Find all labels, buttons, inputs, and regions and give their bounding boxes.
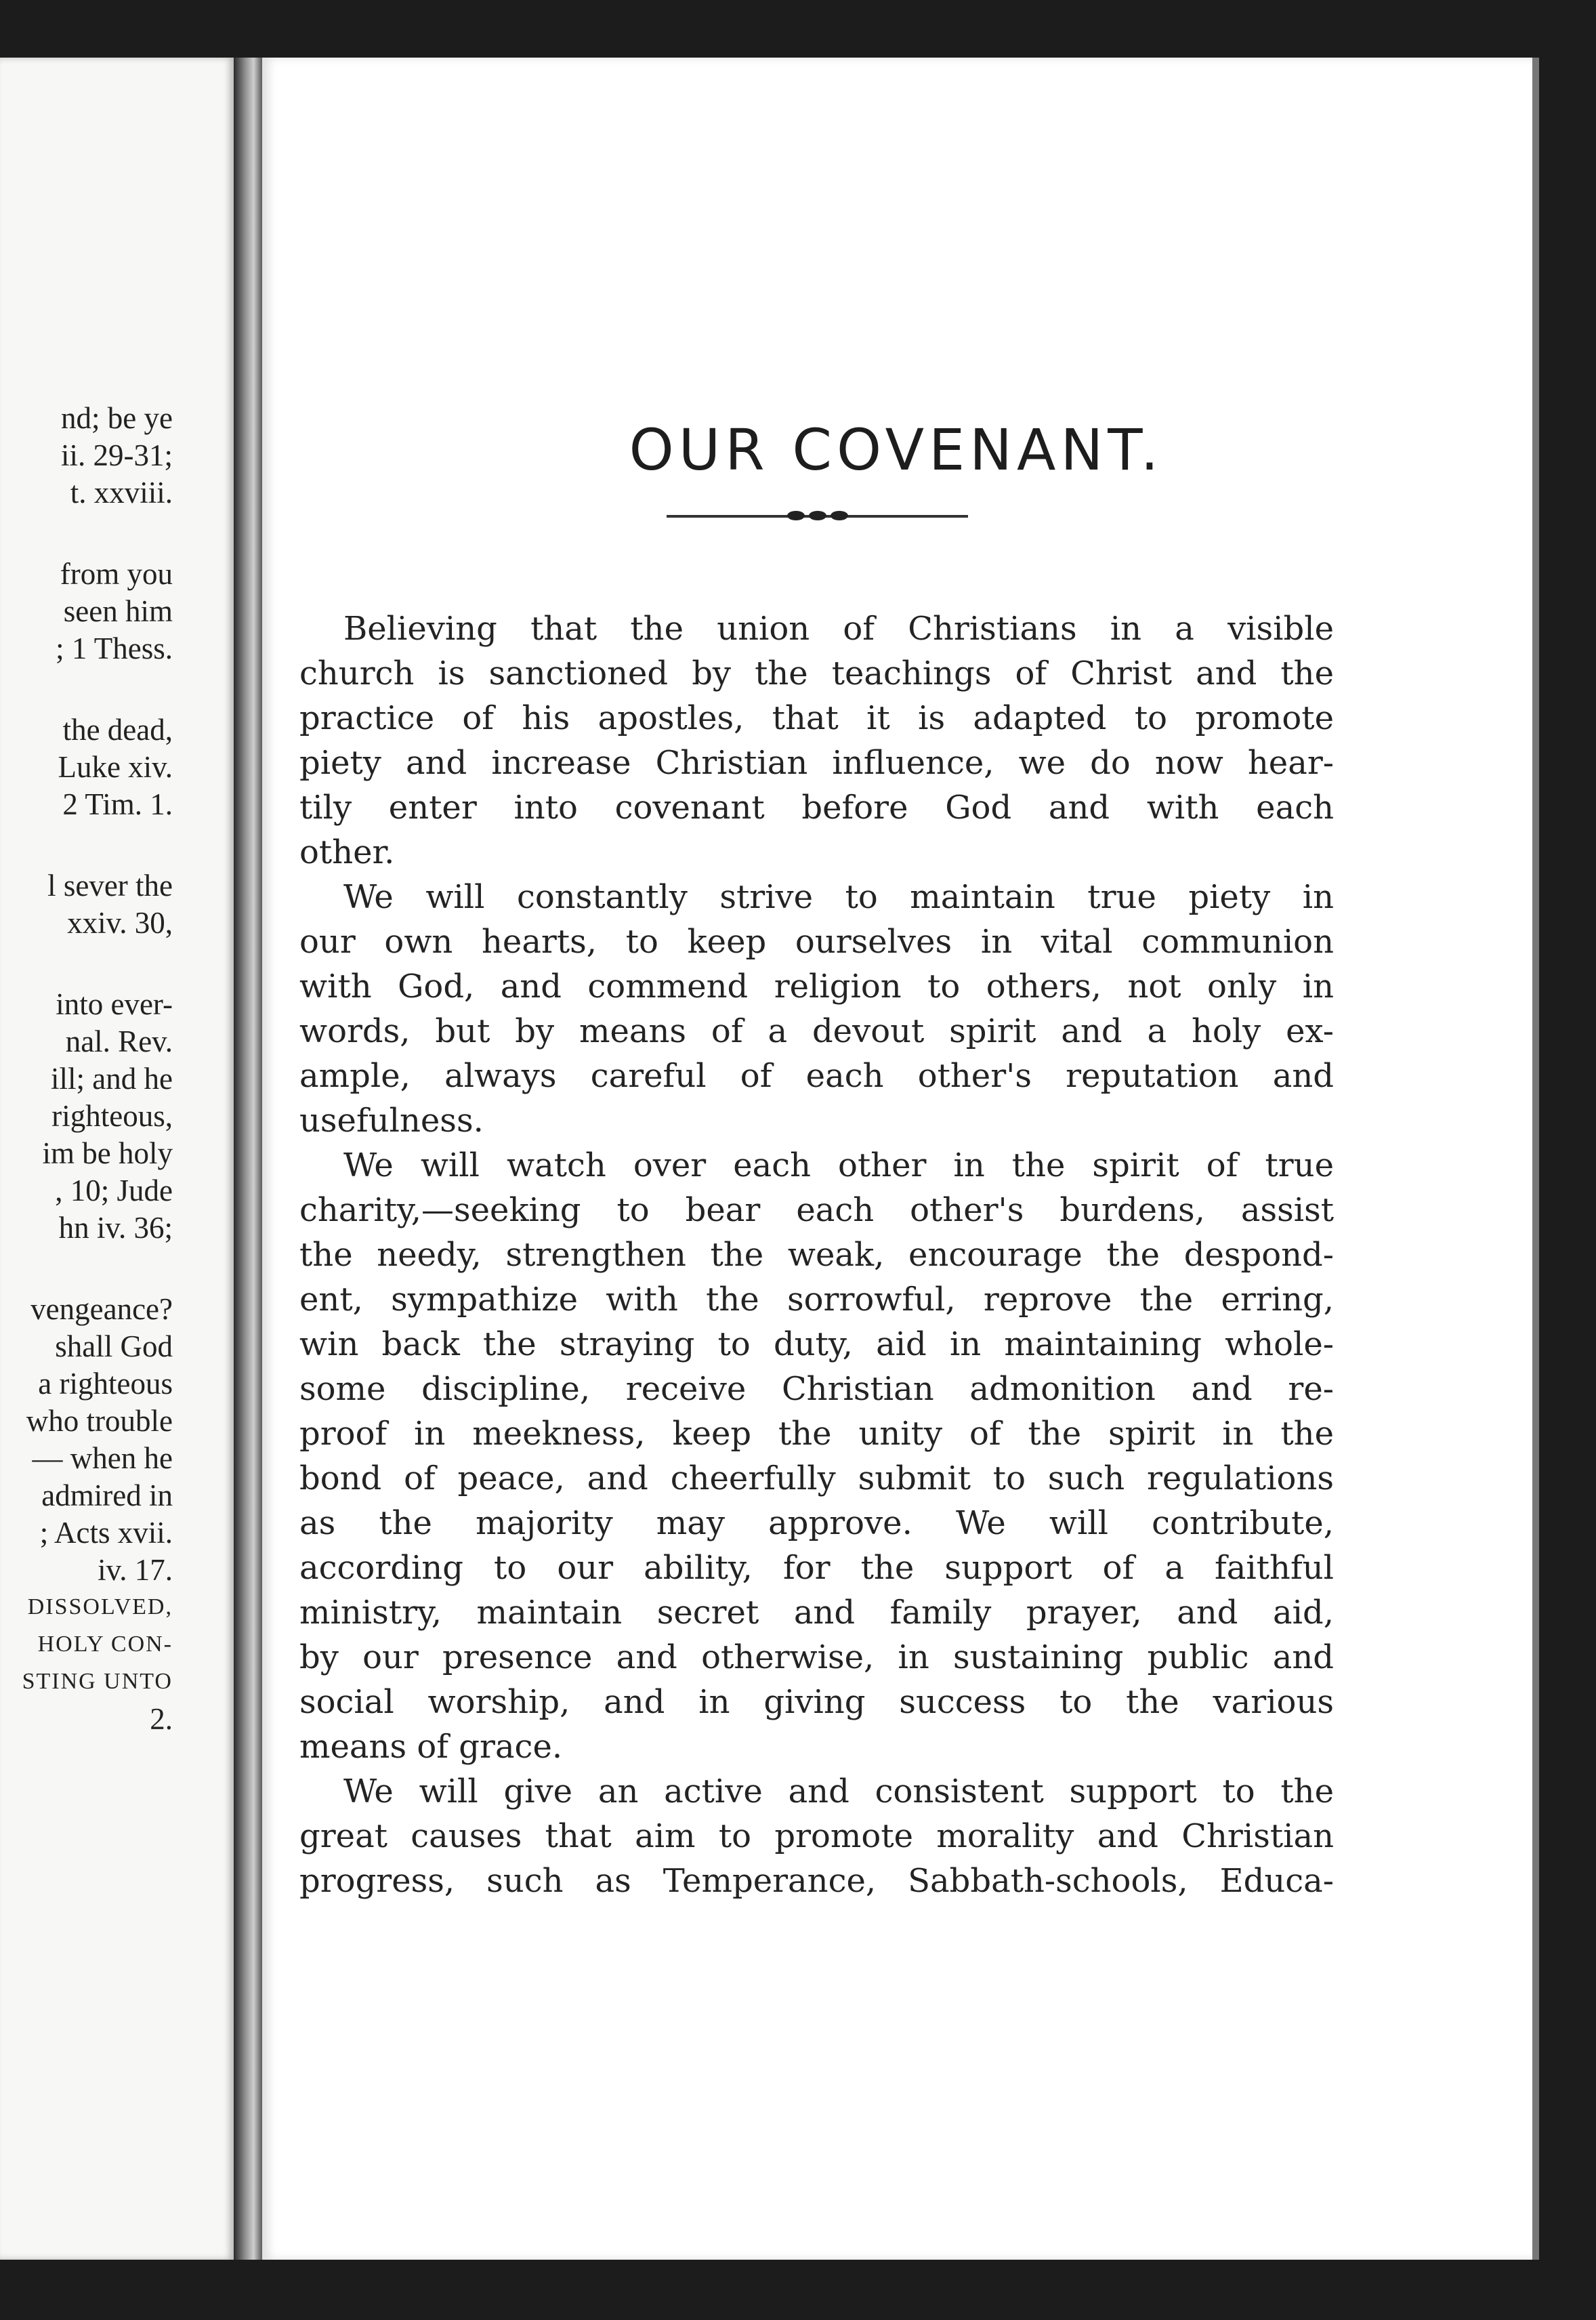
body-line: some discipline, receive Christian admonition and re-	[299, 1370, 1334, 1408]
body-line: with God, and commend religion to others, not only in	[299, 968, 1334, 1006]
body-line: We will constantly strive to maintain true piety in	[343, 878, 1334, 916]
left-text-line: HOLY CON-	[37, 1632, 173, 1657]
body-line: charity,—seeking to bear each other's burdens, assist	[299, 1191, 1334, 1229]
body-line: piety and increase Christian influence, we do now hear-	[299, 744, 1334, 782]
body-line: usefulness.	[299, 1102, 484, 1140]
body-line: as the majority may approve. We will contribute,	[299, 1504, 1334, 1542]
body-line: by our presence and otherwise, in sustaining public and	[299, 1638, 1334, 1676]
ornament-dot	[787, 511, 805, 520]
left-text-line: iv. 17.	[98, 1553, 173, 1587]
left-text-line: DISSOLVED,	[27, 1594, 173, 1619]
body-line: ample, always careful of each other's reputation and	[299, 1057, 1334, 1095]
ornament-dot	[831, 511, 848, 520]
body-line: We will give an active and consistent support to the	[343, 1773, 1334, 1810]
body-line: social worship, and in giving success to the various	[299, 1683, 1334, 1721]
left-page-fragment	[0, 58, 234, 2260]
left-text-line: into ever-	[56, 987, 173, 1021]
left-text-line: nd; be ye	[61, 401, 173, 435]
body-line: ministry, maintain secret and family prayer, and aid,	[299, 1594, 1334, 1632]
body-line: proof in meekness, keep the unity of the spirit in the	[299, 1415, 1334, 1453]
left-text-line: a righteous	[38, 1367, 173, 1401]
left-text-line: im be holy	[42, 1136, 173, 1170]
body-line: We will watch over each other in the spirit of true	[343, 1146, 1334, 1184]
left-text-line: l sever the	[47, 869, 173, 903]
left-text-line: shall God	[55, 1329, 173, 1363]
left-text-line: — when he	[32, 1441, 173, 1475]
left-text-line: righteous,	[51, 1099, 173, 1133]
left-text-line: seen him	[63, 594, 173, 628]
left-text-line: vengeance?	[30, 1292, 173, 1326]
body-line: words, but by means of a devout spirit and a holy ex-	[299, 1012, 1334, 1050]
body-line: according to our ability, for the support of a faithful	[299, 1549, 1334, 1587]
left-text-line: Luke xiv.	[58, 750, 173, 784]
left-text-line: 2.	[150, 1702, 173, 1736]
left-text-line: STING UNTO	[22, 1669, 173, 1694]
body-line: practice of his apostles, that it is adapted to promote	[299, 699, 1334, 737]
body-line: Believing that the union of Christians in a visible	[343, 610, 1334, 648]
page-title: OUR COVENANT.	[629, 417, 1164, 483]
body-line: means of grace.	[299, 1728, 563, 1766]
left-text-line: 2 Tim. 1.	[62, 787, 173, 821]
left-text-line: admired in	[41, 1478, 173, 1512]
page-edge	[1532, 58, 1539, 2260]
left-text-line: t. xxviii.	[70, 476, 173, 510]
body-line: church is sanctioned by the teachings of Christ and the	[299, 655, 1334, 692]
ornament-dot	[809, 511, 826, 520]
left-text-line: , 10; Jude	[55, 1174, 173, 1207]
left-text-line: xxiv. 30,	[67, 906, 173, 940]
body-line: our own hearts, to keep ourselves in vital communion	[299, 923, 1334, 961]
left-text-line: ; 1 Thess.	[56, 631, 173, 665]
left-text-line: the dead,	[62, 713, 173, 747]
body-line: bond of peace, and cheerfully submit to such regulations	[299, 1459, 1334, 1497]
left-text-line: nal. Rev.	[65, 1024, 173, 1058]
left-text-line: hn iv. 36;	[58, 1211, 173, 1245]
divider-ornament	[767, 509, 868, 522]
body-line: the needy, strengthen the weak, encourage the despond-	[299, 1236, 1334, 1274]
left-text-line: from you	[60, 557, 173, 591]
body-line: progress, such as Temperance, Sabbath-schools, Educa-	[299, 1862, 1334, 1900]
body-line: great causes that aim to promote morality and Christian	[299, 1817, 1334, 1855]
body-line: ent, sympathize with the sorrowful, reprove the erring,	[299, 1281, 1334, 1319]
main-page	[262, 58, 1532, 2260]
body-line: other.	[299, 833, 395, 871]
book-gutter	[234, 58, 262, 2260]
left-text-line: ; Acts xvii.	[39, 1516, 173, 1550]
left-text-line: who trouble	[26, 1404, 173, 1438]
left-text-line: ii. 29-31;	[61, 438, 173, 472]
body-line: win back the straying to duty, aid in maintaining whole-	[299, 1325, 1334, 1363]
left-text-line: ill; and he	[51, 1062, 173, 1096]
body-line: tily enter into covenant before God and with each	[299, 789, 1334, 827]
